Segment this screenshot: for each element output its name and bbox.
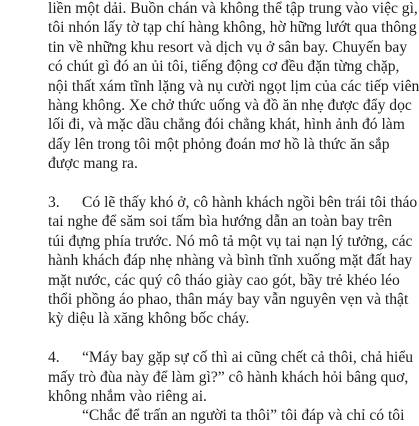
- text-line: tôi nhón lấy tờ tạp chí hàng không, hờ hững lướt qua thông: [48, 19, 417, 37]
- text-line: “Chắc để trấn an người ta thôi” tôi đáp và chỉ có tôi: [82, 407, 405, 425]
- text-line: Có lẽ thấy khó ở, cô hành khách ngồi bên trái tôi tháo: [82, 194, 418, 211]
- text-line: “Máy bay gặp sự cố thì ai cũng chết cả thôi, chả hiểu: [82, 349, 414, 367]
- text-line: dấy lên trong tôi một phỏng đoán mơ hồ là thức ăn sắp: [48, 135, 390, 153]
- paragraph-number: 4.: [48, 349, 60, 367]
- text-line: mặt nước, các quý cô tháo giày cao gót, bầy trẻ khéo léo: [48, 271, 400, 289]
- text-line: nội thất xám tĩnh lặng và nụ cười ngọt lịm của các tiếp viên: [48, 77, 419, 95]
- text-line: hành khách đáp nhẹ nhàng và bình tĩnh xuống mặt đất hay: [48, 252, 413, 270]
- text-line: thổi phồng áo phao, thân máy bay vẫn nguyên vẹn và thật: [48, 291, 409, 308]
- text-line: có chút gì đó an ủi tôi, tiếng động cơ đều đặn từng chặp,: [48, 58, 400, 76]
- text-line: tai nghe để săm soi tấm bìa hướng dẫn an toàn bay trên: [48, 213, 393, 231]
- text-line: không nhắm vào riêng ai.: [48, 388, 207, 405]
- text-line: được mang ra.: [48, 155, 138, 173]
- paragraph-number: 3.: [48, 194, 60, 211]
- text-line: hàng không. Xe chở thức uống và đồ ăn nhẹ được đẩy dọc: [48, 97, 412, 114]
- text-line: mấy trò đùa này để làm gì?” cô hành khách hỏi bâng quơ,: [48, 368, 409, 386]
- text-line: liền một dải. Buồn chán và không thể tập trung vào việc gì,: [48, 0, 418, 17]
- text-line: lối đi, và mặc dầu chẳng đói chẳng khát, hình ảnh đó làm: [48, 116, 405, 134]
- text-line: kỳ diệu là xăng không bốc cháy.: [48, 310, 250, 328]
- text-line: túi đựng phía trước. Nó mô tả một vụ tai nạn lý tưởng, các: [48, 232, 413, 250]
- text-line: tin về những khu resort và dịch vụ ở sân bay. Chuyến bay: [48, 38, 408, 56]
